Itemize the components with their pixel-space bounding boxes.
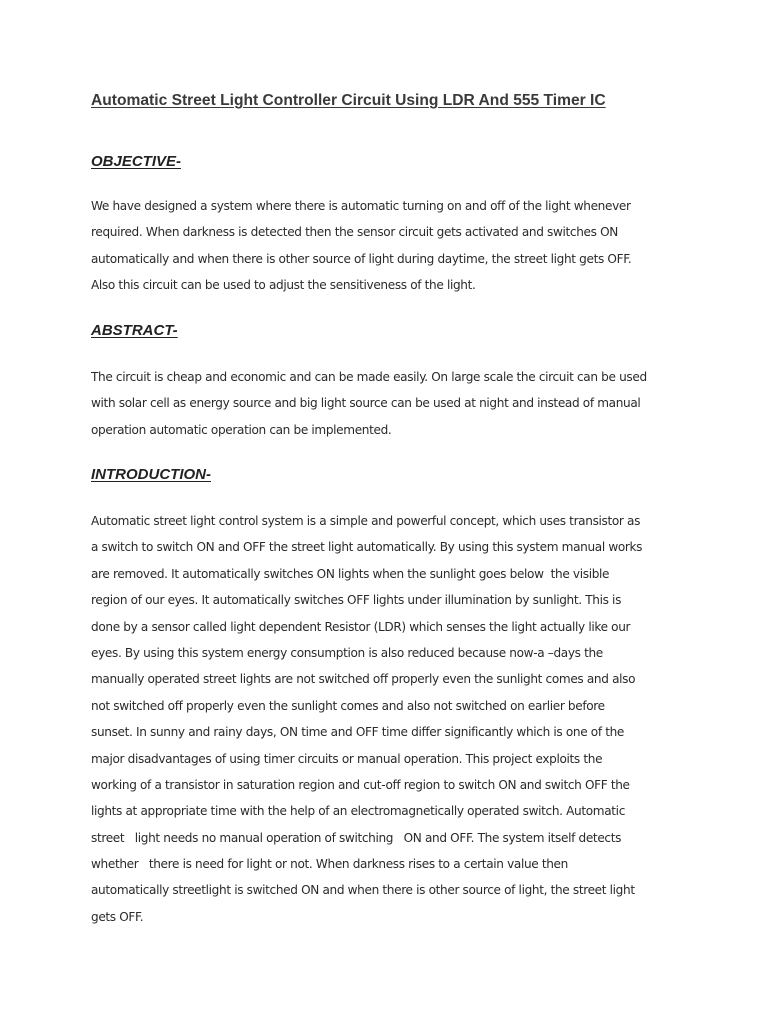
text-line: We have designed a system where there is automatic turning on and off of the light whenever xyxy=(91,199,631,213)
text-line: required. When darkness is detected then the sensor circuit gets activated and switches ON xyxy=(91,225,618,240)
text-line: The circuit is cheap and economic and can be made easily. On large scale the circuit can be used xyxy=(91,370,647,384)
abstract-paragraph xyxy=(91,364,691,443)
text-line: with solar cell as energy source and big light source can be used at night and instead of manual xyxy=(91,396,641,411)
text-line: a switch to switch ON and OFF the street light automatically. By using this system manual works xyxy=(91,540,643,555)
text-line: operation automatic operation can be implemented. xyxy=(91,422,392,437)
text-line: Also this circuit can be used to adjust the sensitiveness of the light. xyxy=(91,278,476,293)
text-line: automatically streetlight is switched ON and when there is other source of light, the street light xyxy=(91,883,635,898)
text-line: street light needs no manual operation of switching ON and OFF. The system itself detects xyxy=(91,830,622,845)
text-line: sunset. In sunny and rainy days, ON time and OFF time differ significantly which is one of the xyxy=(91,725,625,740)
section-heading-abstract: ABSTRACT- xyxy=(91,322,178,339)
text-line: are removed. It automatically switches ON lights when the sunlight goes below the visible xyxy=(91,566,610,581)
text-line: not switched off properly even the sunlight comes and also not switched on earlier before xyxy=(91,698,605,713)
objective-paragraph xyxy=(91,193,691,299)
text-line: done by a sensor called light dependent Resistor (LDR) which senses the light actually like our xyxy=(91,619,631,634)
text-line: automatically and when there is other source of light during daytime, the street light gets OFF. xyxy=(91,251,632,266)
introduction-paragraph xyxy=(91,508,691,930)
document-title: Automatic Street Light Controller Circuit Using LDR And 555 Timer IC xyxy=(91,92,606,109)
text-line: lights at appropriate time with the help of an electromagnetically operated switch. Automatic xyxy=(91,804,625,819)
text-line: major disadvantages of using timer circuits or manual operation. This project exploits the xyxy=(91,751,603,766)
section-heading-objective: OBJECTIVE- xyxy=(91,153,182,170)
text-line: manually operated street lights are not switched off properly even the sunlight comes and also xyxy=(91,672,636,687)
text-line: Automatic street light control system is a simple and powerful concept, which uses transistor as xyxy=(91,514,641,528)
section-heading-introduction: INTRODUCTION- xyxy=(91,466,211,483)
text-line: gets OFF. xyxy=(91,909,144,924)
text-line: eyes. By using this system energy consumption is also reduced because now-a –days the xyxy=(91,645,603,660)
text-line: region of our eyes. It automatically switches OFF lights under illumination by sunlight. This is xyxy=(91,593,622,608)
text-line: whether there is need for light or not. When darkness rises to a certain value then xyxy=(91,857,568,872)
text-line: working of a transistor in saturation region and cut-off region to switch ON and switch OFF the xyxy=(91,777,630,792)
